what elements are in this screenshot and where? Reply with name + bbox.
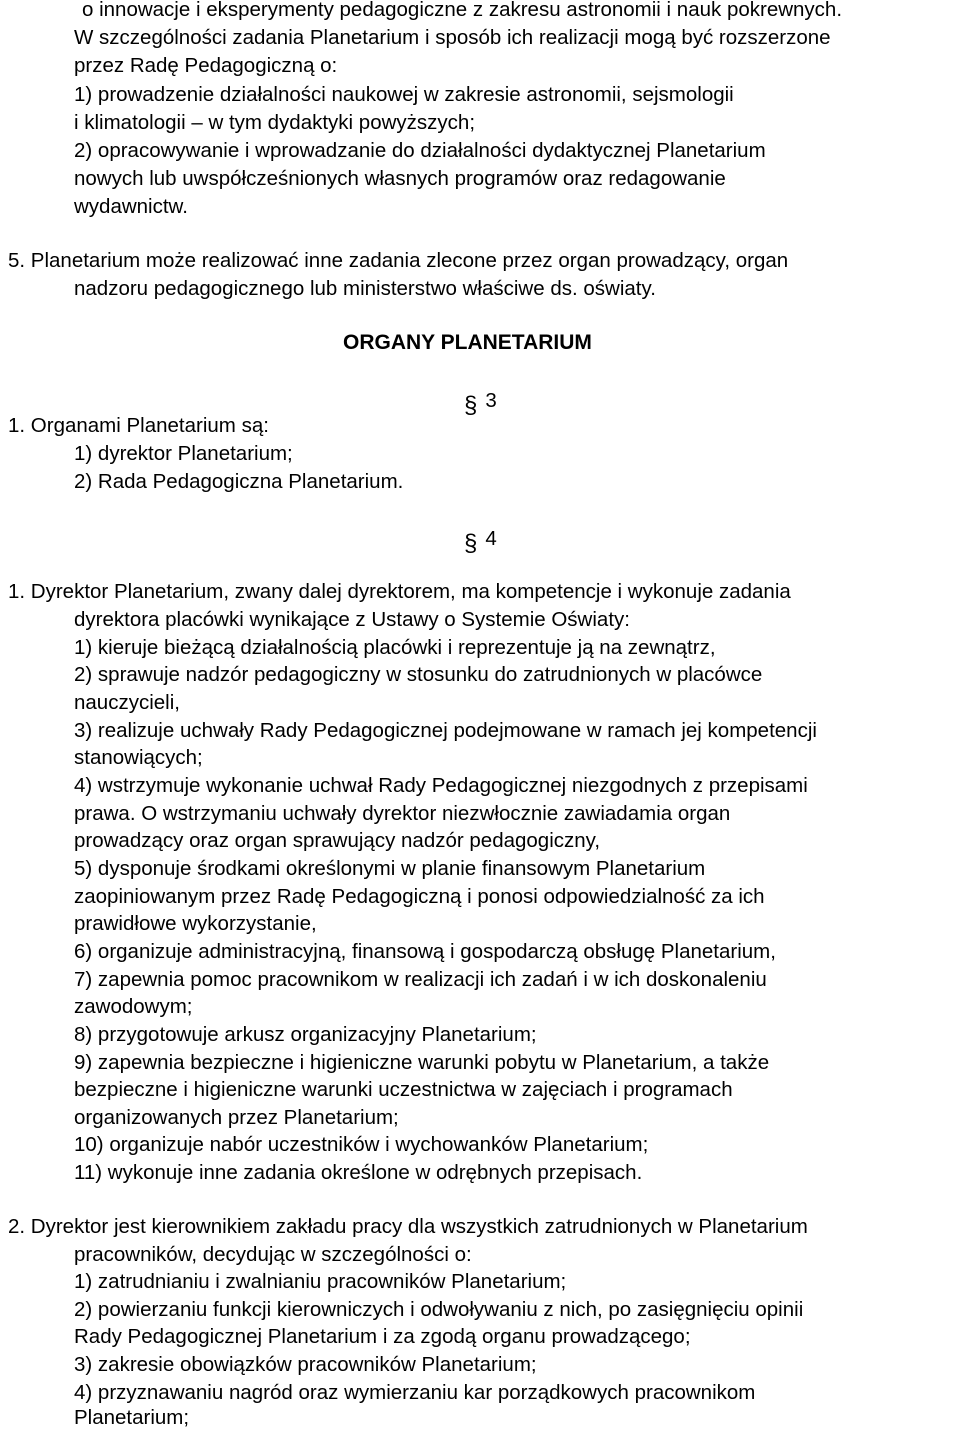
director-p1-line: 11) wykonuje inne zadania określone w odrębnych przepisach. (74, 1161, 643, 1184)
paragraph-5-line: 5. Planetarium może realizować inne zadania zlecone przez organ prowadzący, organ (8, 249, 789, 272)
director-p1-line: nauczycieli, (74, 691, 180, 714)
director-p2-line: 2) powierzaniu funkcji kierowniczych i odwoływaniu z nich, po zasięgnięciu opinii (74, 1298, 804, 1321)
organs-item: 1) dyrektor Planetarium; (74, 442, 293, 465)
director-p2-line: Rady Pedagogicznej Planetarium i za zgodą organu prowadzącego; (74, 1325, 691, 1348)
director-p1-line: bezpieczne i higieniczne warunki uczestnictwa w zajęciach i programach (74, 1078, 733, 1101)
director-p1-line: prowadzący oraz organ sprawujący nadzór pedagogiczny, (74, 829, 601, 852)
section-sign-icon: § (464, 530, 478, 557)
director-p1-line: stanowiących; (74, 746, 203, 769)
director-p1-line: 2) sprawuje nadzór pedagogiczny w stosunku do zatrudnionych w placówce (74, 663, 763, 686)
text-line: przez Radę Pedagogiczną o: (74, 54, 338, 77)
director-p1-line: 5) dysponuje środkami określonymi w planie finansowym Planetarium (74, 857, 706, 880)
director-p1-line: 3) realizuje uchwały Rady Pedagogicznej podejmowane w ramach jej kompetencji (74, 719, 817, 742)
director-p1-line: zawodowym; (74, 995, 193, 1018)
director-p2-line: 4) przyznawaniu nagród oraz wymierzaniu kar porządkowych pracownikom (74, 1381, 756, 1404)
text-line: nowych lub uwspółcześnionych własnych programów oraz redagowanie (74, 167, 726, 190)
director-p2-line: 2. Dyrektor jest kierownikiem zakładu pracy dla wszystkich zatrudnionych w Planetarium (8, 1215, 808, 1238)
text-line: i klimatologii – w tym dydaktyki powyższych; (74, 111, 476, 134)
director-p2-line: Planetarium; (74, 1406, 190, 1429)
text-line: wydawnictw. (74, 195, 188, 218)
director-p1-line: dyrektora placówki wynikające z Ustawy o Systemie Oświaty: (74, 608, 630, 631)
section-number: 3 (485, 389, 497, 412)
director-p1-line: 9) zapewnia bezpieczne i higieniczne warunki pobytu w Planetarium, a także (74, 1051, 770, 1074)
section-heading: ORGANY PLANETARIUM (343, 331, 592, 354)
text-line: 2) opracowywanie i wprowadzanie do działalności dydaktycznej Planetarium (74, 139, 766, 162)
director-p1-line: 4) wstrzymuje wykonanie uchwał Rady Pedagogicznej niezgodnych z przepisami (74, 774, 808, 797)
director-p1-line: 1. Dyrektor Planetarium, zwany dalej dyrektorem, ma kompetencje i wykonuje zadania (8, 580, 791, 603)
director-p1-line: 6) organizuje administracyjną, finansową i gospodarczą obsługę Planetarium, (74, 940, 776, 963)
paragraph-5-line: nadzoru pedagogicznego lub ministerstwo właściwe ds. oświaty. (74, 277, 656, 300)
section-sign-icon: § (464, 392, 478, 419)
director-p1-line: 7) zapewnia pomoc pracownikom w realizacji ich zadań i w ich doskonaleniu (74, 968, 767, 991)
director-p1-line: zaopiniowanym przez Radę Pedagogiczną i ponosi odpowiedzialność za ich (74, 885, 765, 908)
director-p2-line: 1) zatrudnianiu i zwalnianiu pracowników Planetarium; (74, 1270, 567, 1293)
section-number: 4 (485, 527, 497, 550)
section-number-4 (464, 524, 497, 557)
director-p1-line: 1) kieruje bieżącą działalnością placówki i reprezentuje ją na zewnątrz, (74, 636, 716, 659)
text-line: 1) prowadzenie działalności naukowej w zakresie astronomii, sejsmologii (74, 83, 734, 106)
text-line: o innowacje i eksperymenty pedagogiczne z zakresu astronomii i nauk pokrewnych. (82, 0, 843, 21)
director-p1-line: 8) przygotowuje arkusz organizacyjny Planetarium; (74, 1023, 537, 1046)
director-p1-line: organizowanych przez Planetarium; (74, 1106, 399, 1129)
text-line: W szczególności zadania Planetarium i sposób ich realizacji mogą być rozszerzone (74, 26, 831, 49)
director-p1-line: prawa. O wstrzymaniu uchwały dyrektor niezwłocznie zawiadamia organ (74, 802, 731, 825)
organs-intro: 1. Organami Planetarium są: (8, 414, 269, 437)
director-p2-line: 3) zakresie obowiązków pracowników Planetarium; (74, 1353, 537, 1376)
section-number-3 (464, 386, 497, 419)
director-p2-line: pracowników, decydując w szczególności o: (74, 1243, 472, 1266)
director-p1-line: prawidłowe wykorzystanie, (74, 912, 317, 935)
director-p1-line: 10) organizuje nabór uczestników i wychowanków Planetarium; (74, 1133, 649, 1156)
organs-item: 2) Rada Pedagogiczna Planetarium. (74, 470, 404, 493)
